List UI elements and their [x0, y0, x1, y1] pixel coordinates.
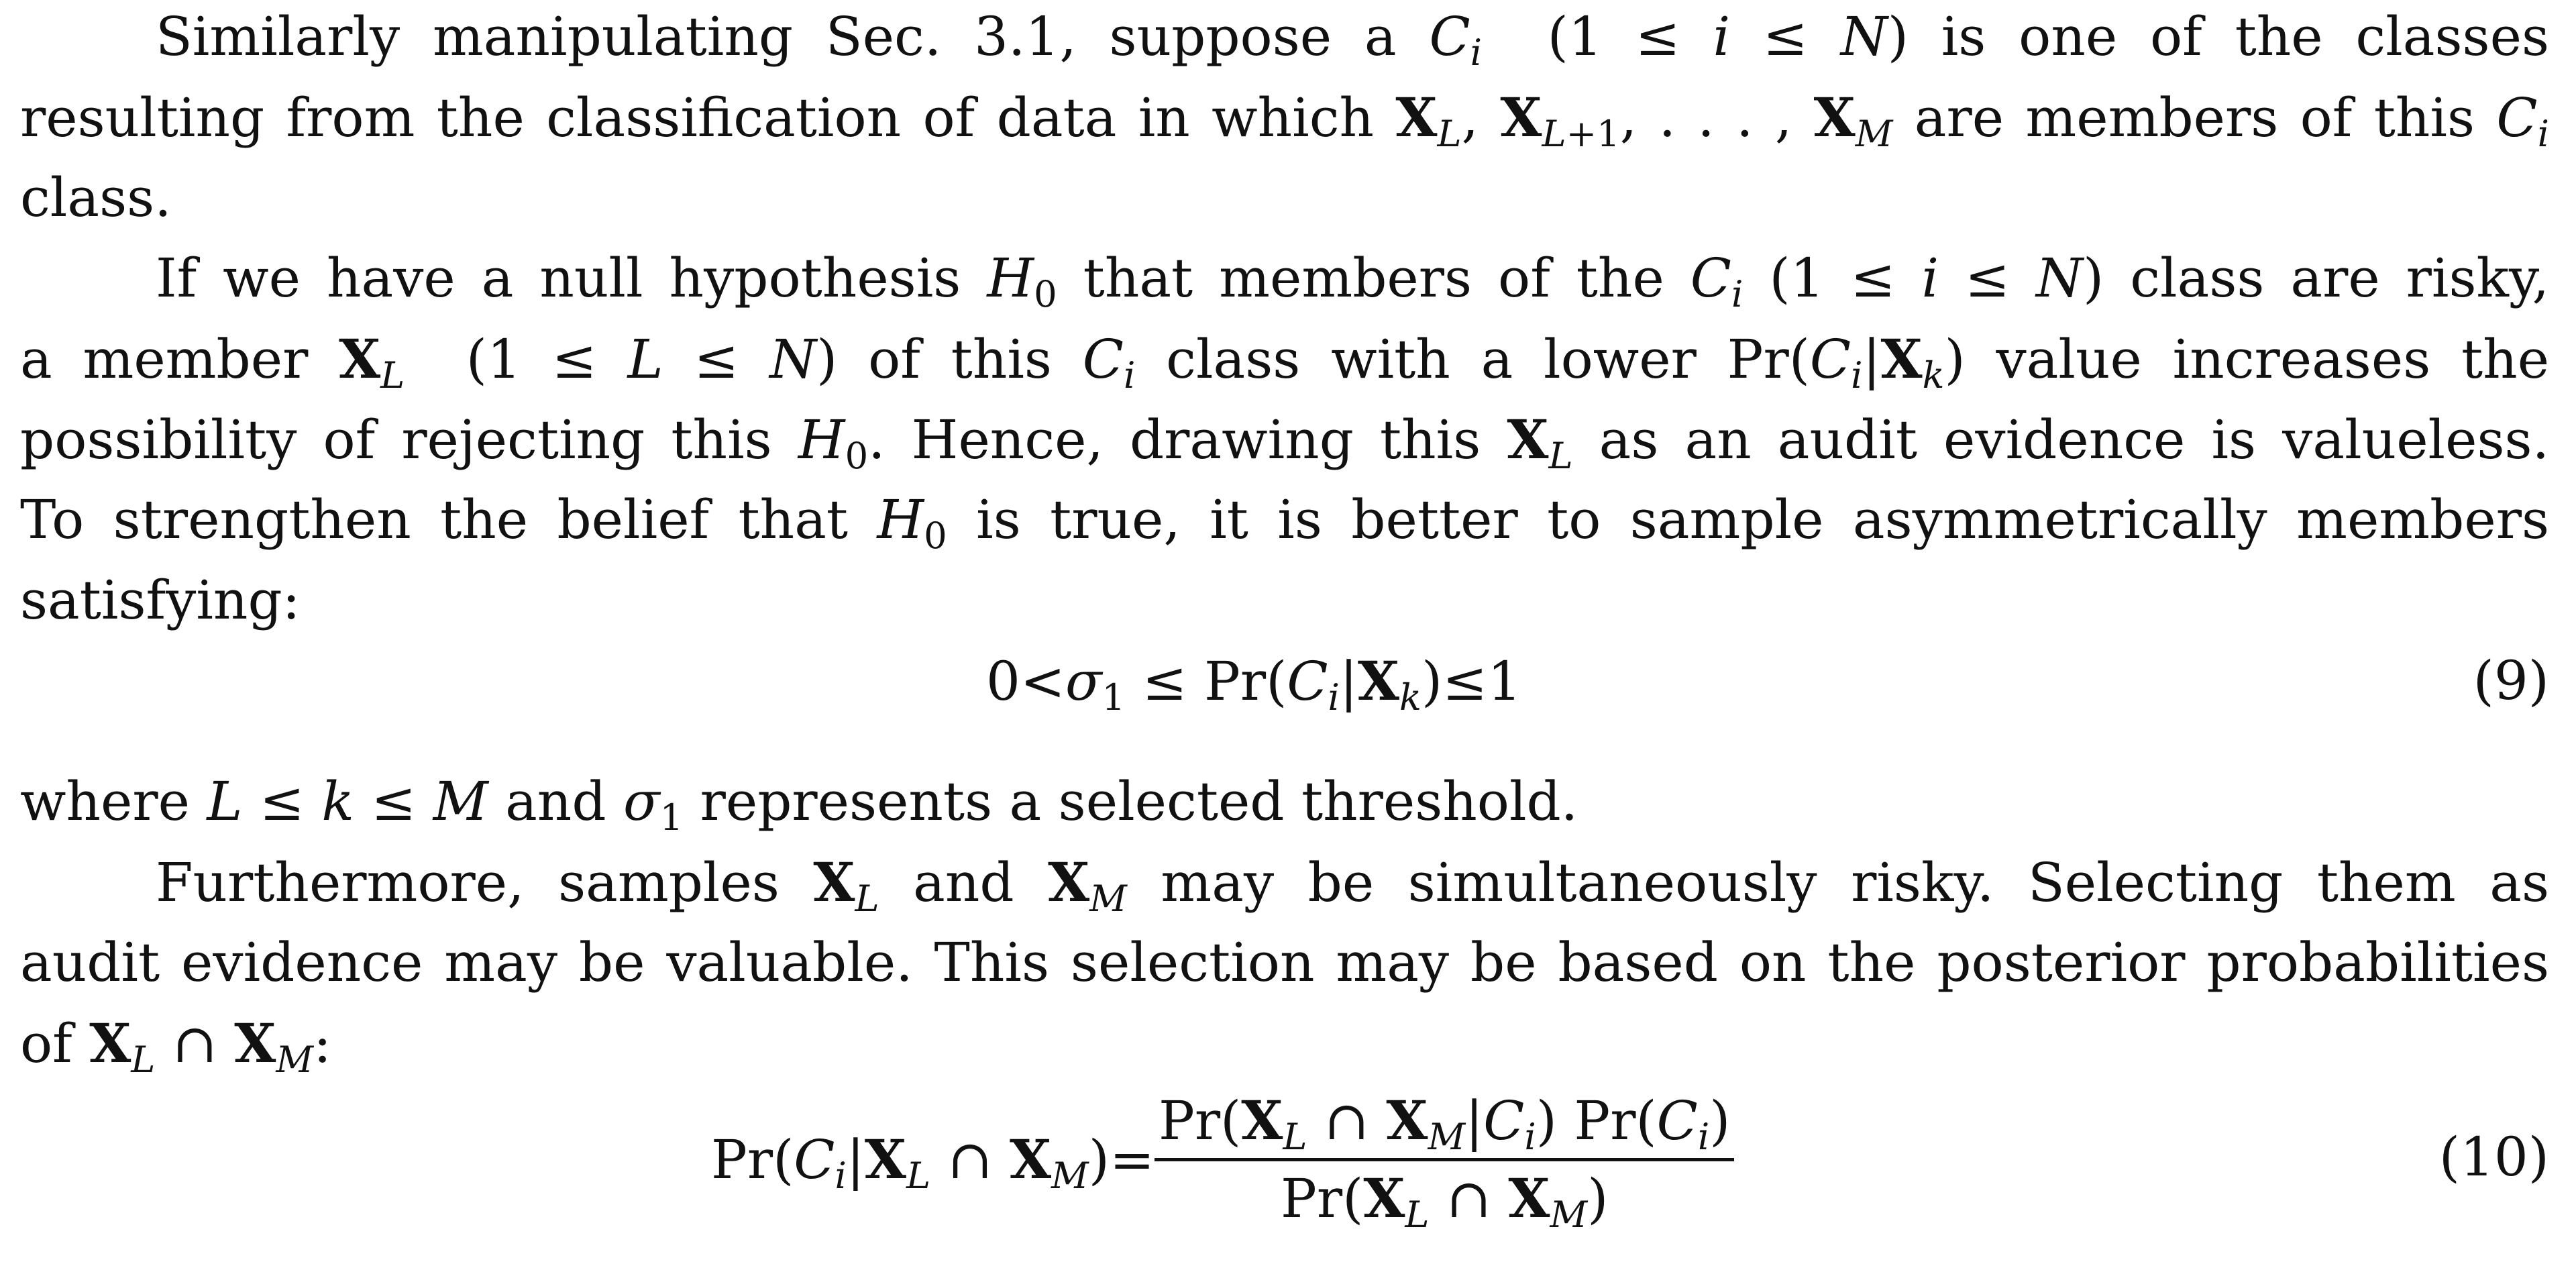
text-span: value increases the	[1965, 328, 2550, 390]
math-inline: $X_L$ (1 ≤ L ≤ N)	[339, 327, 838, 397]
math-inline: $Pr(C_i|X_k)$	[1727, 327, 1966, 397]
text-span: represents a selected threshold.	[683, 770, 1578, 833]
math-inline: $H_0$	[798, 409, 869, 478]
paragraph-1-line-3	[20, 158, 2549, 238]
equation-10-number: (10)	[2438, 1126, 2549, 1188]
math-inline: $X_L$	[1507, 408, 1573, 478]
text-span: of	[20, 1012, 90, 1075]
paragraph-2-line-4	[20, 480, 2549, 560]
text-span: and	[879, 851, 1049, 914]
paragraph-2-line-3	[20, 399, 2549, 480]
math-inline: $X_L$, $X_{L+1}$, . . . , $X_M$	[1395, 86, 1893, 156]
fraction-denominator: $Pr(X_L$ ∩ $X_M$)	[1281, 1167, 1609, 1236]
text-span: resulting from the classification of data in which	[20, 87, 1396, 149]
fraction-numerator: $Pr(X_L$ ∩ $X_M|C_i$) $Pr(C_i)$	[1155, 1084, 1735, 1161]
text-span: Furthermore, samples	[156, 851, 814, 914]
math-inline: $H_0$	[987, 247, 1057, 316]
equation-9-number: (9)	[2473, 649, 2549, 712]
math-inline: L ≤ k ≤ M	[207, 770, 488, 833]
paragraph-2-line-2	[20, 319, 2549, 399]
text-span: possibility of rejecting this	[20, 409, 798, 471]
text-span: satisfying:	[20, 569, 301, 631]
paragraph-4-line-2	[20, 922, 2549, 1003]
text-span: may be simultaneously risky. Selecting them as	[1126, 851, 2549, 914]
equation-10: $Pr(C_i|X_L$ ∩ $X_M)=$ $\frac{Pr(X_L \cap X_M|C_i) Pr(C_i)}{Pr(X_L \cap X_M)}$	[711, 1084, 1734, 1236]
math-inline: $\sigma_1$	[623, 770, 684, 839]
math-inline: $X_L$	[813, 851, 879, 920]
paragraph-3-line-1	[20, 761, 2549, 842]
equation-9: $0<\sigma_1 \le Pr(C_i|X_k)\le 1$	[986, 649, 1522, 719]
text-span: audit evidence may be valuable. This selection may be based on the posterior probabilities	[20, 931, 2549, 994]
text-span: :	[313, 1012, 332, 1075]
paragraph-1-line-2	[20, 77, 2549, 158]
text-span: class are risky,	[2104, 247, 2550, 309]
paragraph-2-line-1	[156, 238, 2549, 319]
text-span: where	[20, 770, 207, 833]
text-span: is true, it is better to sample asymmetrically members	[947, 488, 2550, 551]
text-span: as an audit evidence is valueless.	[1572, 409, 2549, 471]
math-inline: $C_i$ (1 ≤ i ≤ N)	[1429, 5, 1909, 74]
fraction	[1155, 1084, 1735, 1236]
paragraph-2-line-5	[20, 560, 2549, 641]
text-span: is one of the classes	[1908, 5, 2550, 68]
text-span: a member	[20, 328, 339, 390]
text-span: Similarly manipulating Sec. 3.1, suppose a	[156, 5, 1430, 68]
math-inline: $C_i$	[1082, 328, 1136, 397]
text-span: and	[488, 770, 623, 833]
text-span: of this	[837, 328, 1083, 390]
text-span: that members of the	[1057, 247, 1690, 309]
text-span: class with a lower	[1135, 328, 1727, 390]
math-inline: $H_0$	[877, 488, 947, 558]
math-inline: $C_i$ (1 ≤ i ≤ N)	[1690, 247, 2104, 316]
text-span: are members of this	[1892, 87, 2497, 149]
text-span: To strengthen the belief that	[20, 488, 877, 551]
math-inline: $C_i$	[2496, 87, 2550, 156]
math-inline: $X_L$ ∩ $X_M$	[89, 1012, 314, 1081]
paragraph-4-line-1	[156, 842, 2549, 922]
math-inline: $X_M$	[1048, 851, 1127, 920]
text-span: class.	[20, 166, 172, 229]
text-span: . Hence, drawing this	[868, 409, 1507, 471]
paragraph-4-line-3	[20, 1003, 2549, 1084]
text-span: If we have a null hypothesis	[156, 247, 987, 309]
paragraph-1-line-1	[156, 0, 2549, 77]
